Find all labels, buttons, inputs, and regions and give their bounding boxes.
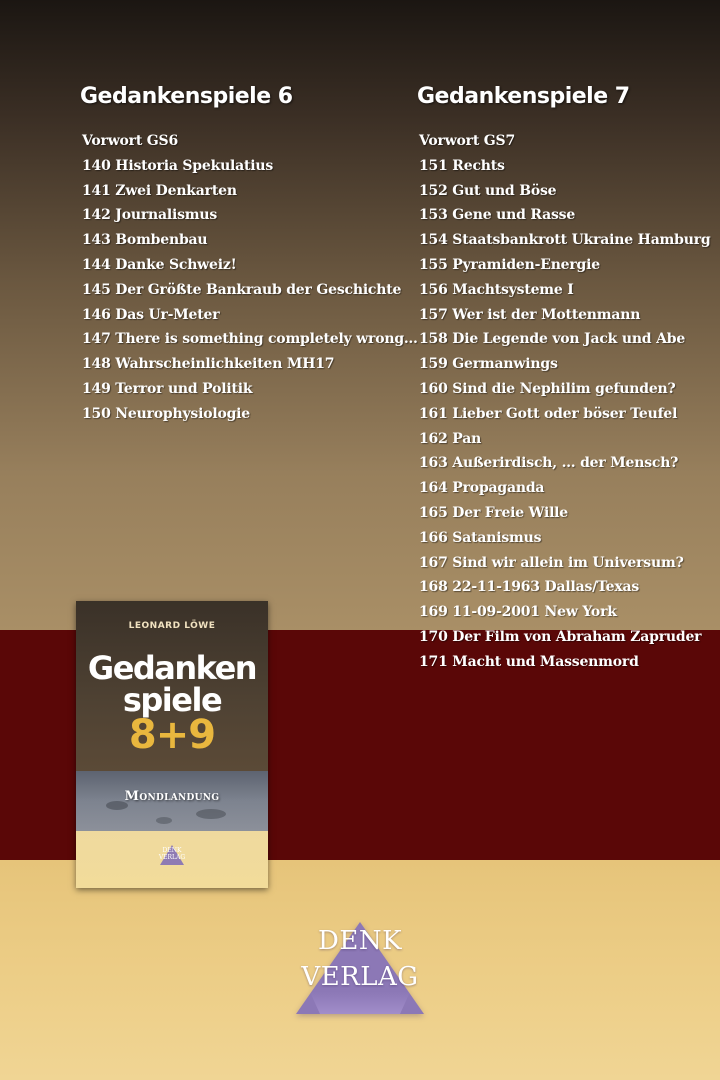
list-item: Vorwort GS7 — [419, 133, 516, 149]
list-item: 151 Rechts — [419, 157, 505, 174]
list-item: 156 Machtsysteme I — [419, 281, 574, 298]
cover-logo-line2: VERLAG — [158, 854, 186, 861]
list-item: 165 Der Freie Wille — [419, 504, 569, 521]
list-item: 140 Historia Spekulatius — [82, 157, 274, 174]
list-item: Vorwort GS6 — [82, 133, 179, 149]
logo-line2: VERLAG — [301, 962, 419, 992]
list-item: 164 Propaganda — [419, 480, 545, 497]
list-item: 161 Lieber Gott oder böser Teufel — [419, 405, 678, 422]
cover-logo-line1: DENK — [162, 847, 182, 854]
list-item: 169 11-09-2001 New York — [419, 604, 617, 621]
toc-column-gs7 — [417, 84, 717, 675]
list-item: 163 Außerirdisch, … der Mensch? — [419, 455, 679, 472]
cover-subtitle: Mondlandung — [124, 789, 220, 804]
cover-publisher-logo — [156, 843, 188, 865]
list-item: 152 Gut und Böse — [419, 182, 557, 199]
pyramid-shade — [310, 992, 410, 1014]
list-item: 147 There is something completely wrong… — [82, 331, 418, 348]
cover-title-line2: spiele — [122, 681, 222, 719]
publisher-logo[interactable] — [290, 920, 430, 1020]
column-title-gs7: Gedankenspiele 7 — [417, 84, 630, 109]
column-title-gs6: Gedankenspiele 6 — [80, 84, 293, 109]
list-item: 141 Zwei Denkarten — [82, 182, 237, 199]
list-item: 142 Journalismus — [82, 207, 218, 224]
cover-author: LEONARD LÖWE — [128, 621, 216, 631]
list-item: 144 Danke Schweiz! — [82, 256, 237, 273]
list-item: 149 Terror und Politik — [82, 380, 253, 397]
list-item: 157 Wer ist der Mottenmann — [419, 306, 641, 323]
list-item: 155 Pyramiden-Energie — [419, 256, 600, 273]
list-item: 160 Sind die Nephilim gefunden? — [419, 380, 676, 397]
list-item: 170 Der Film von Abraham Zapruder — [419, 628, 702, 645]
list-item: 143 Bombenbau — [82, 232, 208, 249]
list-item: 146 Das Ur-Meter — [82, 306, 220, 323]
list-item: 158 Die Legende von Jack und Abe — [419, 331, 686, 348]
list-item: 159 Germanwings — [419, 356, 558, 373]
toc-list-gs7 — [417, 129, 717, 675]
list-item: 162 Pan — [419, 430, 482, 447]
cover-title-line1: Gedanken — [87, 649, 257, 687]
list-item: 167 Sind wir allein im Universum? — [419, 554, 684, 571]
list-item: 168 22-11-1963 Dallas/Texas — [419, 579, 640, 596]
list-item: 145 Der Größte Bankraub der Geschichte — [82, 281, 402, 298]
list-item: 153 Gene und Rasse — [419, 207, 576, 224]
logo-line1: DENK — [318, 926, 402, 956]
cover-volume: 8+9 — [128, 712, 216, 758]
list-item: 166 Satanismus — [419, 529, 542, 546]
toc-list-gs6 — [80, 129, 418, 427]
book-cover-gs8-9[interactable] — [76, 601, 268, 888]
toc-column-gs6 — [80, 84, 418, 427]
list-item: 148 Wahrscheinlichkeiten MH17 — [82, 356, 335, 373]
list-item: 150 Neurophysiologie — [82, 405, 251, 422]
list-item: 154 Staatsbankrott Ukraine Hamburg — [419, 232, 711, 249]
list-item: 171 Macht und Massenmord — [419, 653, 639, 670]
